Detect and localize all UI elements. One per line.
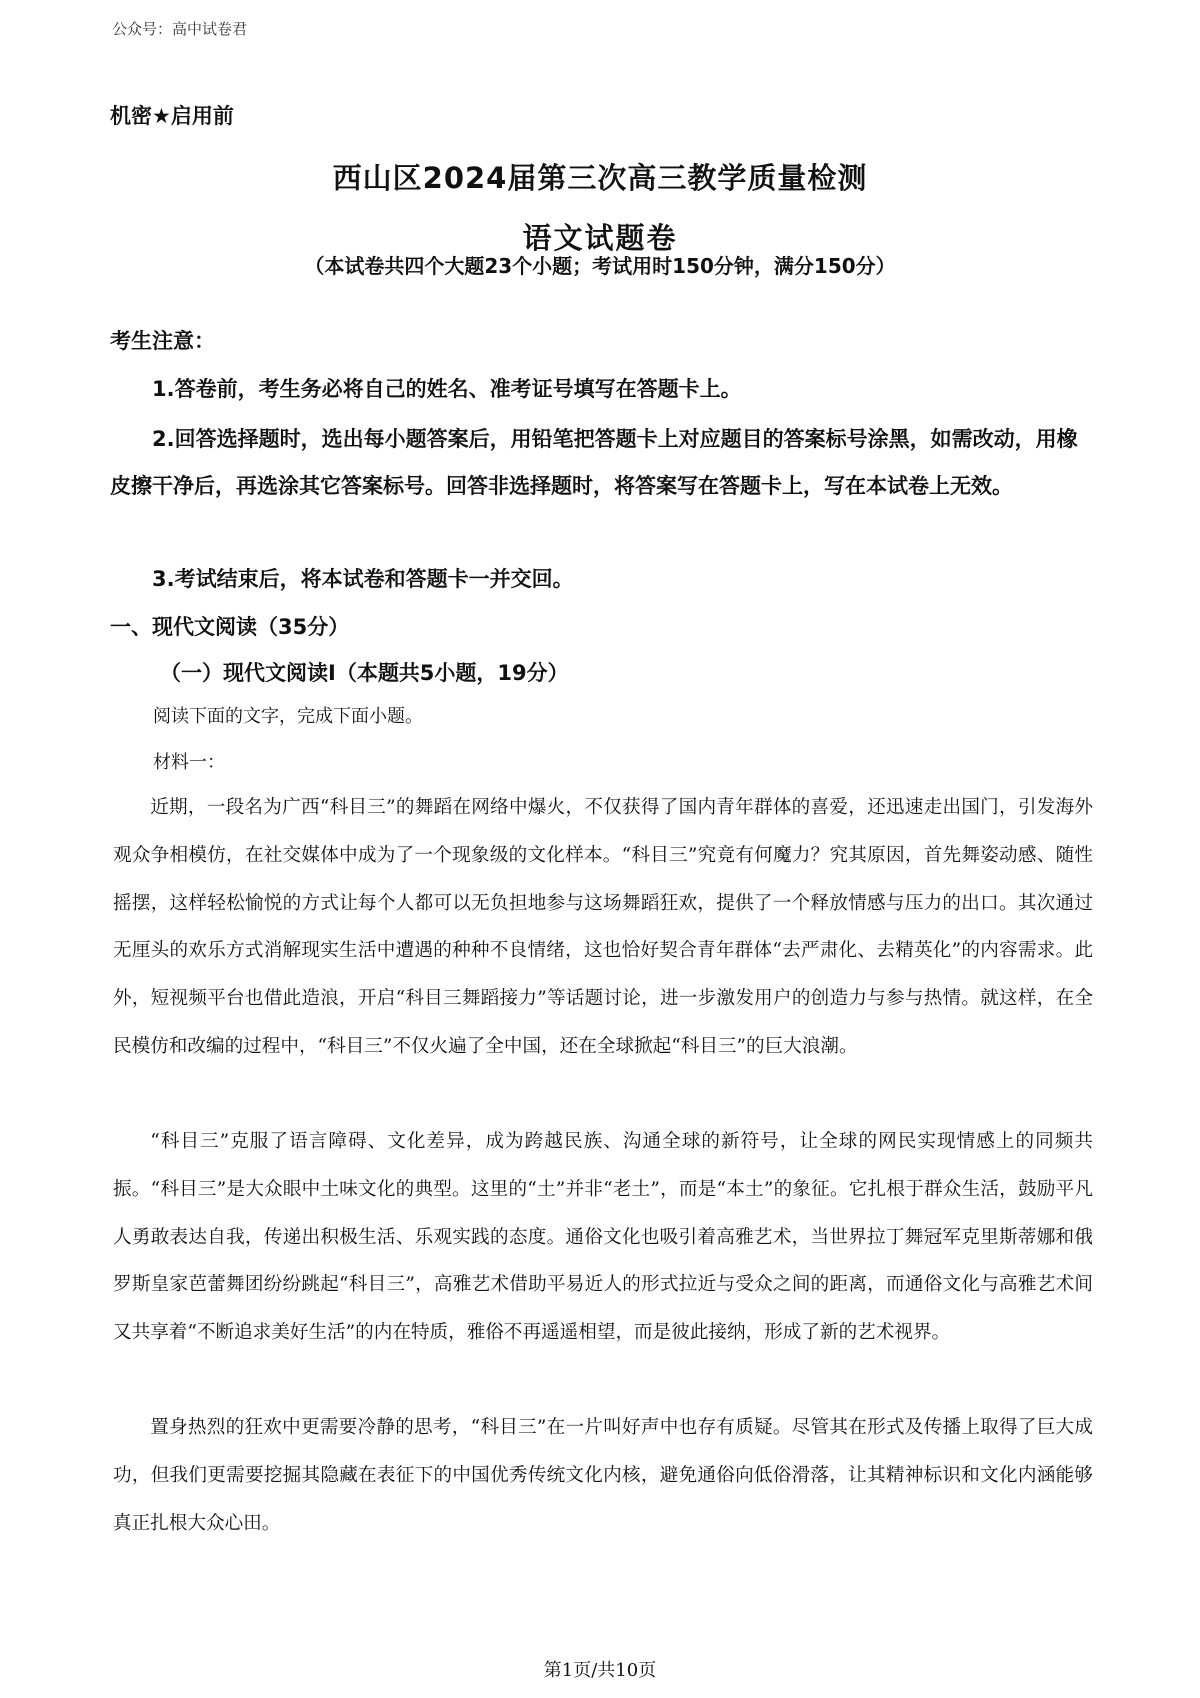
subsection-heading: （一）现代文阅读Ⅰ（本题共5小题，19分）	[160, 661, 569, 685]
section-heading: 一、现代文阅读（35分）	[110, 615, 350, 639]
passage-paragraph: 近期，一段名为广西“科目三”的舞蹈在网络中爆火，不仅获得了国内青年群体的喜爱，还迅速走出国门，引发海外观众争相模仿，在社交媒体中成为了一个现象级的文化样本。“科目三”究竟有何魔力？究其原因，首先舞姿动感、随性摇摆，这样轻松愉悦的方式让每个人都可以无负担地参与这场舞蹈狂欢，提供了一个释放情感与压力的出口。其次通过无厘头的欢乐方式消解现实生活中遭遇的种种不良情绪，这也恰好契合青年群体“去严肃化、去精英化”的内容需求。此外，短视频平台也借此造浪，开启“科目三舞蹈接力”等话题讨论，进一步激发用户的创造力与参与热情。就这样，在全民模仿和改编的过程中，“科目三”不仅火遍了全中国，还在全球掀起“科目三”的巨大浪潮。	[113, 797, 1093, 1057]
material-label: 材料一：	[153, 752, 225, 773]
page-number: 第1页/共10页	[543, 1660, 657, 1681]
reading-instruction: 阅读下面的文字，完成下面小题。	[153, 706, 423, 727]
notice-heading: 考生注意：	[110, 329, 215, 353]
notice-item: 3.考试结束后，将本试卷和答题卡一并交回。	[152, 567, 574, 591]
header-note: 公众号：高中试卷君	[112, 20, 248, 38]
passage-paragraph: 置身热烈的狂欢中更需要冷静的思考，“科目三”在一片叫好声中也存有质疑。尽管其在形式及传播上取得了巨大成功，但我们更需要挖掘其隐藏在表征下的中国优秀传统文化内核，避免通俗向低俗滑落，让其精神标识和文化内涵能够真正扎根大众心田。	[113, 1417, 1093, 1534]
exam-title: 西山区2024届第三次高三教学质量检测	[332, 161, 868, 195]
notice-item: 2.回答选择题时，选出每小题答案后，用铅笔把答题卡上对应题目的答案标号涂黑，如需改动，用橡皮擦干净后，再选涂其它答案标号。回答非选择题时，将答案写在答题卡上，写在本试卷上无效。	[110, 427, 1078, 498]
exam-subtitle: 语文试题卷	[522, 221, 678, 255]
passage-paragraph: “科目三”克服了语言障碍、文化差异，成为跨越民族、沟通全球的新符号，让全球的网民实现情感上的同频共振。“科目三”是大众眼中土味文化的典型。这里的“土”并非“老土”，而是“本土”的象征。它扎根于群众生活，鼓励平凡人勇敢表达自我，传递出积极生活、乐观实践的态度。通俗文化也吸引着高雅艺术，当世界拉丁舞冠军克里斯蒂娜和俄罗斯皇家芭蕾舞团纷纷跳起“科目三”，高雅艺术借助平易近人的形式拉近与受众之间的距离，而通俗文化与高雅艺术间又共享着“不断追求美好生活”的内在特质，雅俗不再遥遥相望，而是彼此接纳，形成了新的艺术视界。	[113, 1131, 1093, 1344]
exam-info: （本试卷共四个大题23个小题；考试用时150分钟，满分150分）	[304, 254, 896, 278]
confidential-label: 机密★启用前	[110, 104, 234, 128]
notice-item: 1.答卷前，考生务必将自己的姓名、准考证号填写在答题卡上。	[152, 377, 742, 401]
